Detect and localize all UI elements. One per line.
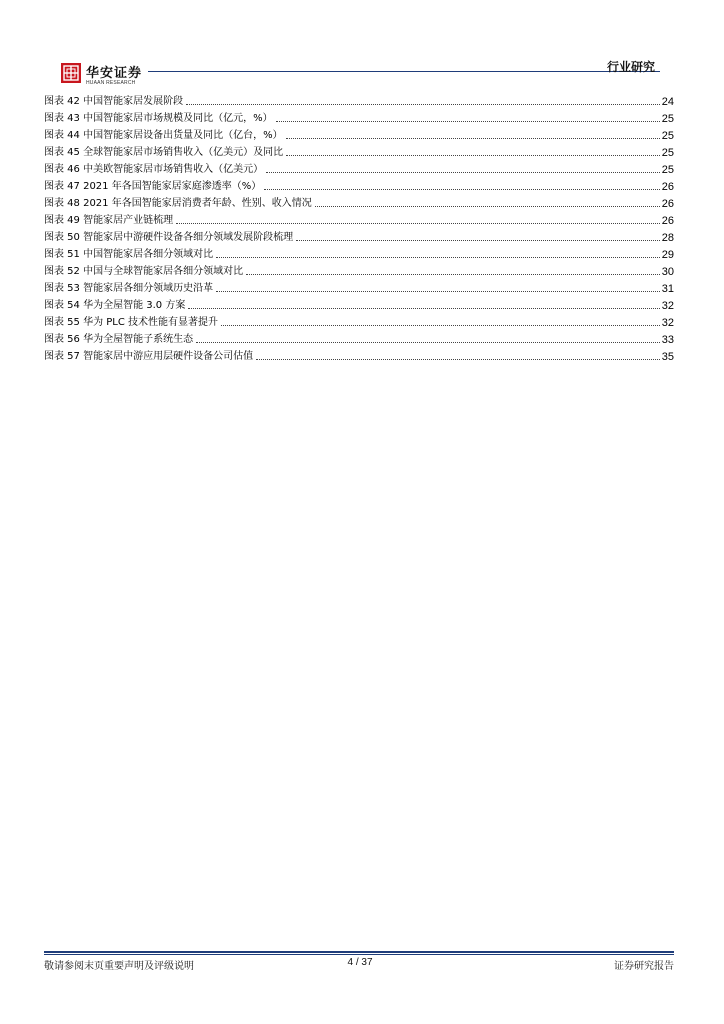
footer-divider-thin [44,954,674,955]
toc-dot-leader [264,188,660,190]
toc-entry[interactable] [44,125,674,142]
toc-dot-leader [246,273,660,275]
toc-dot-leader [315,205,660,207]
toc-dot-leader [216,256,660,258]
toc-entry-label: 图表 56 华为全屋智能子系统生态 [44,334,194,345]
toc-entry[interactable] [44,176,674,193]
toc-entry[interactable] [44,193,674,210]
footer-divider-thick [44,951,674,953]
toc-entry-label: 图表 48 2021 年各国智能家居消费者年龄、性别、收入情况 [44,198,312,209]
toc-entry-label: 图表 47 2021 年各国智能家居家庭渗透率（%） [44,181,262,192]
toc-entry-label: 图表 49 智能家居产业链梳理 [44,215,174,226]
page-header [0,0,724,95]
toc-entry-label: 图表 44 中国智能家居设备出货量及同比（亿台，%） [44,130,283,141]
section-label: 行业研究 [606,60,655,74]
toc-entry[interactable] [44,346,674,363]
toc-dot-leader [286,154,660,156]
toc-entry-label: 图表 45 全球智能家居市场销售收入（亿美元）及同比 [44,147,284,158]
report-type: 证券研究报告 [614,961,674,972]
toc-entry-label: 图表 54 华为全屋智能 3.0 方案 [44,300,186,311]
toc-entry-page: 28 [661,232,674,244]
toc-entry-page: 25 [661,164,674,176]
toc-entry-page: 26 [661,181,674,193]
brand-name-en: HUAAN RESEARCH [86,80,136,86]
toc-dot-leader [276,120,660,122]
toc-entry[interactable] [44,278,674,295]
toc-entry-page: 35 [661,351,674,363]
toc-entry[interactable] [44,210,674,227]
toc-dot-leader [188,307,659,309]
toc-dot-leader [186,103,660,105]
toc-entry[interactable] [44,142,674,159]
toc-entry-label: 图表 43 中国智能家居市场规模及同比（亿元，%） [44,113,273,124]
toc-entry-page: 31 [661,283,674,295]
toc-dot-leader [266,171,660,173]
toc-entry-label: 图表 42 中国智能家居发展阶段 [44,96,184,107]
toc-entry[interactable] [44,227,674,244]
toc-entry-page: 26 [661,198,674,210]
toc-entry[interactable] [44,261,674,278]
brand-name-cn: 华安证券 [86,66,143,81]
toc-entry[interactable] [44,329,674,346]
toc-entry-page: 25 [661,147,674,159]
huaan-logo-icon [61,63,81,83]
toc-entry-page: 25 [661,113,674,125]
toc-entry[interactable] [44,159,674,176]
toc-entry-page: 29 [661,249,674,261]
toc-dot-leader [296,239,660,241]
toc-entry-page: 32 [661,300,674,312]
toc-entry-page: 30 [661,266,674,278]
toc-entry-label: 图表 57 智能家居中游应用层硬件设备公司估值 [44,351,254,362]
toc-entry-label: 图表 51 中国智能家居各细分领域对比 [44,249,214,260]
toc-entry-label: 图表 55 华为 PLC 技术性能有显著提升 [44,317,219,328]
page-indicator: 4 / 37 [347,957,373,968]
toc-entry-page: 26 [661,215,674,227]
toc-entry-page: 32 [661,317,674,329]
toc-entry-label: 图表 50 智能家居中游硬件设备各细分领域发展阶段梳理 [44,232,294,243]
toc-entry-page: 24 [661,96,674,108]
toc-entry-label: 图表 46 中美欧智能家居市场销售收入（亿美元） [44,164,264,175]
toc-entry[interactable] [44,312,674,329]
toc-dot-leader [286,137,660,139]
figure-list [44,91,674,363]
toc-entry[interactable] [44,108,674,125]
toc-dot-leader [216,290,660,292]
toc-dot-leader [221,324,660,326]
toc-entry-page: 33 [661,334,674,346]
toc-entry[interactable] [44,91,674,108]
footer-disclaimer: 敬请参阅末页重要声明及评级说明 [44,961,194,972]
toc-entry-label: 图表 53 智能家居各细分领域历史沿革 [44,283,214,294]
toc-dot-leader [176,222,660,224]
toc-entry[interactable] [44,244,674,261]
toc-dot-leader [196,341,660,343]
toc-entry[interactable] [44,295,674,312]
header-divider [148,71,660,72]
toc-entry-page: 25 [661,130,674,142]
toc-dot-leader [256,358,660,360]
toc-entry-label: 图表 52 中国与全球智能家居各细分领域对比 [44,266,244,277]
